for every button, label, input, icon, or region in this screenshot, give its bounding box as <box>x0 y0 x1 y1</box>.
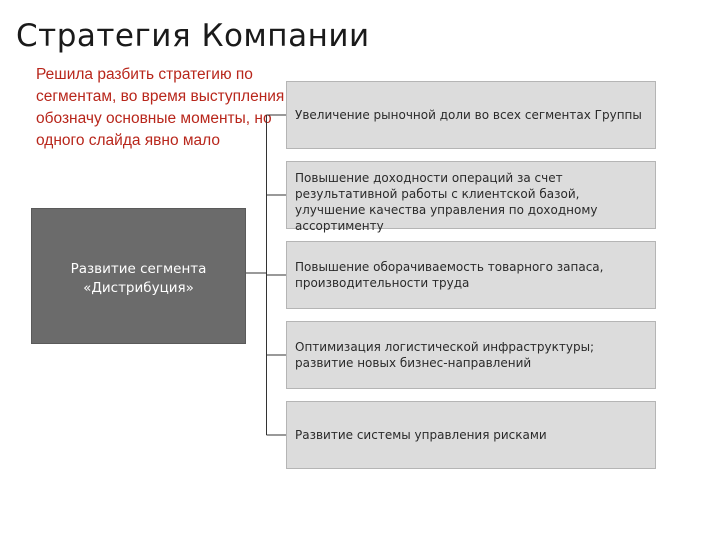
page-title: Стратегия Компании <box>16 18 370 54</box>
goal-box-profitability <box>286 161 656 233</box>
goal-text: Повышение оборачиваемость товарного запаса, производительности труда <box>295 260 604 290</box>
goal-box-market-share <box>286 81 656 149</box>
speaker-note: Решила разбить стратегию по сегментам, во время выступления обозначу основные моменты, но одного слайда явно мало <box>36 66 285 149</box>
goal-box-turnover <box>286 241 656 309</box>
goal-box-logistics <box>286 321 656 389</box>
goal-box-risk-management <box>286 401 656 469</box>
goal-text: Оптимизация логистической инфраструктуры; развитие новых бизнес-направлений <box>295 340 595 370</box>
goal-text: Увеличение рыночной доли во всех сегментах Группы <box>295 108 642 122</box>
goal-text: Развитие системы управления рисками <box>295 428 547 442</box>
segment-label-line1: Развитие сегмента <box>70 261 207 277</box>
segment-label-line2: «Дистрибуция» <box>83 280 194 296</box>
goal-text: Повышение доходности операций за счет результативной работы с клиентской базой, улучшение качества управления по доходному ассортименту <box>295 171 598 233</box>
